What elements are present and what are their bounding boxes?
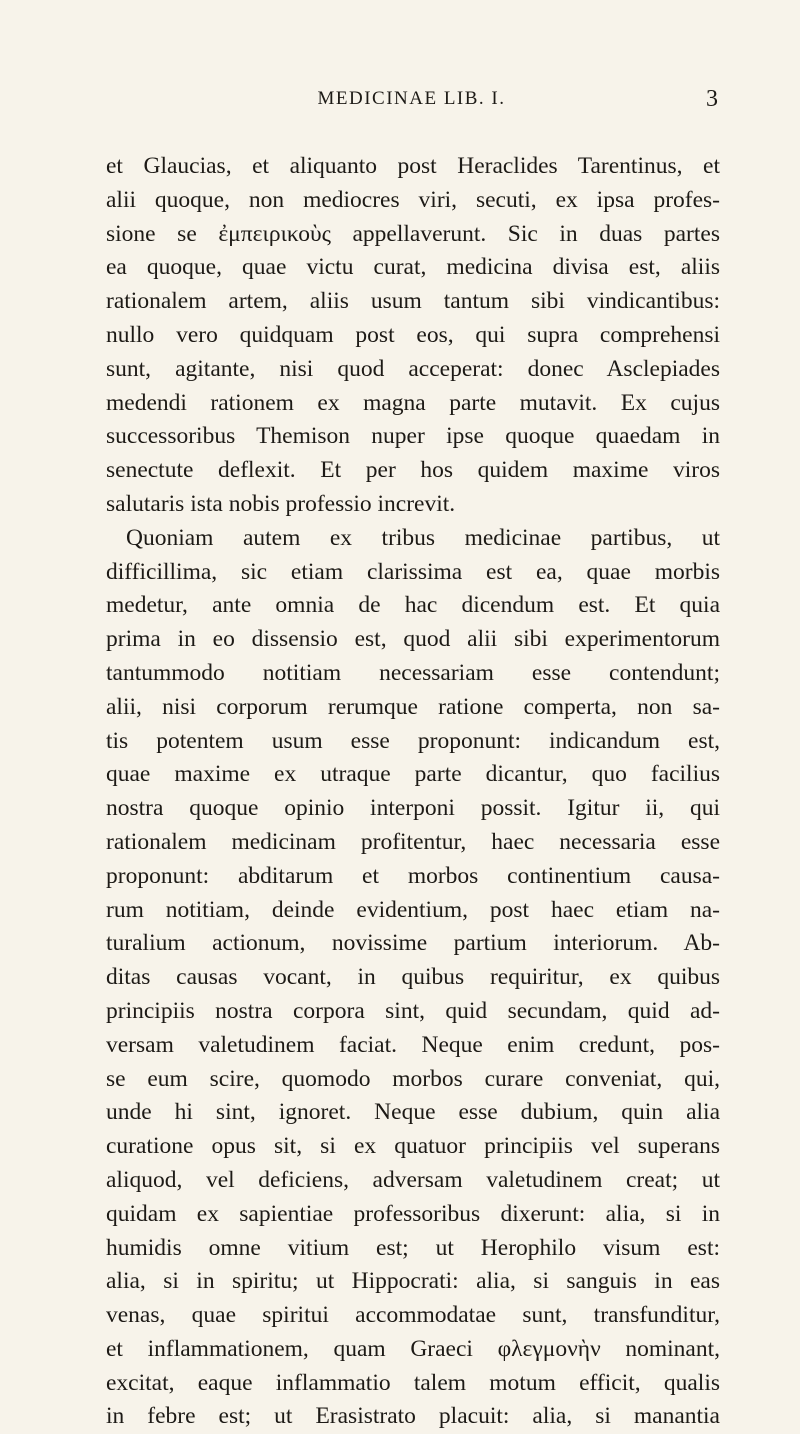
paragraph-start-line: Quoniam autem ex tribus medicinae partibus, ut bbox=[126, 524, 720, 551]
text-line: rationalem medicinam profitentur, haec necessaria esse bbox=[106, 828, 720, 855]
text-line: in febre est; ut Erasistrato placuit: alia, si manantia bbox=[106, 1403, 720, 1430]
text-line: medendi rationem ex magna parte mutavit. Ex cujus bbox=[106, 389, 720, 416]
text-line: quae maxime ex utraque parte dicantur, quo facilius bbox=[106, 761, 720, 788]
text-line: tis potentem usum esse proponunt: indicandum est, bbox=[106, 727, 720, 754]
text-line: alii, nisi corporum rerumque ratione comperta, non sa- bbox=[106, 693, 720, 720]
text-line: sunt, agitante, nisi quod acceperat: donec Asclepiades bbox=[106, 355, 720, 382]
text-line: difficillima, sic etiam clarissima est ea, quae morbis bbox=[106, 558, 720, 585]
text-line: alii quoque, non mediocres viri, secuti, ex ipsa profes- bbox=[106, 186, 720, 213]
text-line: versam valetudinem faciat. Neque enim credunt, pos- bbox=[106, 1031, 720, 1058]
text-line: humidis omne vitium est; ut Herophilo visum est: bbox=[106, 1234, 720, 1261]
text-line: proponunt: abditarum et morbos continentium causa- bbox=[106, 862, 720, 889]
text-line: salutaris ista nobis professio increvit. bbox=[106, 490, 456, 517]
text-line: et inflammationem, quam Graeci φλεγμονὴν nominant, bbox=[106, 1335, 720, 1362]
text-line: nullo vero quidquam post eos, qui supra comprehensi bbox=[106, 321, 720, 348]
text-line: excitat, eaque inflammatio talem motum efficit, qualis bbox=[106, 1369, 720, 1396]
page-number: 3 bbox=[706, 86, 718, 112]
text-line: unde hi sint, ignoret. Neque esse dubium, quin alia bbox=[106, 1099, 720, 1126]
text-line: tantummodo notitiam necessariam esse contendunt; bbox=[106, 659, 720, 686]
text-line: venas, quae spiritui accommodatae sunt, transfunditur, bbox=[106, 1302, 720, 1329]
text-line: nostra quoque opinio interponi possit. Igitur ii, qui bbox=[106, 795, 720, 822]
text-line: se eum scire, quomodo morbos curare conveniat, qui, bbox=[106, 1065, 720, 1092]
body-text bbox=[106, 150, 720, 1434]
text-line: successoribus Themison nuper ipse quoque quaedam in bbox=[106, 423, 720, 450]
text-line: medetur, ante omnia de hac dicendum est. Et quia bbox=[106, 592, 720, 619]
running-head bbox=[105, 88, 718, 122]
text-line: curatione opus sit, si ex quatuor principiis vel superans bbox=[106, 1133, 720, 1160]
text-line: turalium actionum, novissime partium interiorum. Ab- bbox=[106, 930, 720, 957]
text-line: rationalem artem, aliis usum tantum sibi vindicantibus: bbox=[106, 288, 720, 315]
running-title: MEDICINAE LIB. I. bbox=[317, 88, 506, 109]
text-line: et Glaucias, et aliquanto post Heraclides Tarentinus, et bbox=[106, 153, 720, 179]
text-line: quidam ex sapientiae professoribus dixerunt: alia, si in bbox=[106, 1200, 720, 1227]
text-line: senectute deflexit. Et per hos quidem maxime viros bbox=[106, 457, 720, 484]
text-line: ditas causas vocant, in quibus requiritur, ex quibus bbox=[106, 964, 720, 991]
text-line: rum notitiam, deinde evidentium, post haec etiam na- bbox=[106, 896, 720, 923]
text-line: ea quoque, quae victu curat, medicina divisa est, aliis bbox=[106, 254, 720, 281]
text-line: principiis nostra corpora sint, quid secundam, quid ad- bbox=[106, 997, 720, 1024]
text-line: prima in eo dissensio est, quod alii sibi experimentorum bbox=[106, 626, 720, 653]
text-line: aliquod, vel deficiens, adversam valetudinem creat; ut bbox=[106, 1166, 720, 1193]
text-line: sione se ἐμπειρικοὺς appellaverunt. Sic in duas partes bbox=[106, 220, 720, 247]
text-line: alia, si in spiritu; ut Hippocrati: alia, si sanguis in eas bbox=[106, 1268, 720, 1295]
